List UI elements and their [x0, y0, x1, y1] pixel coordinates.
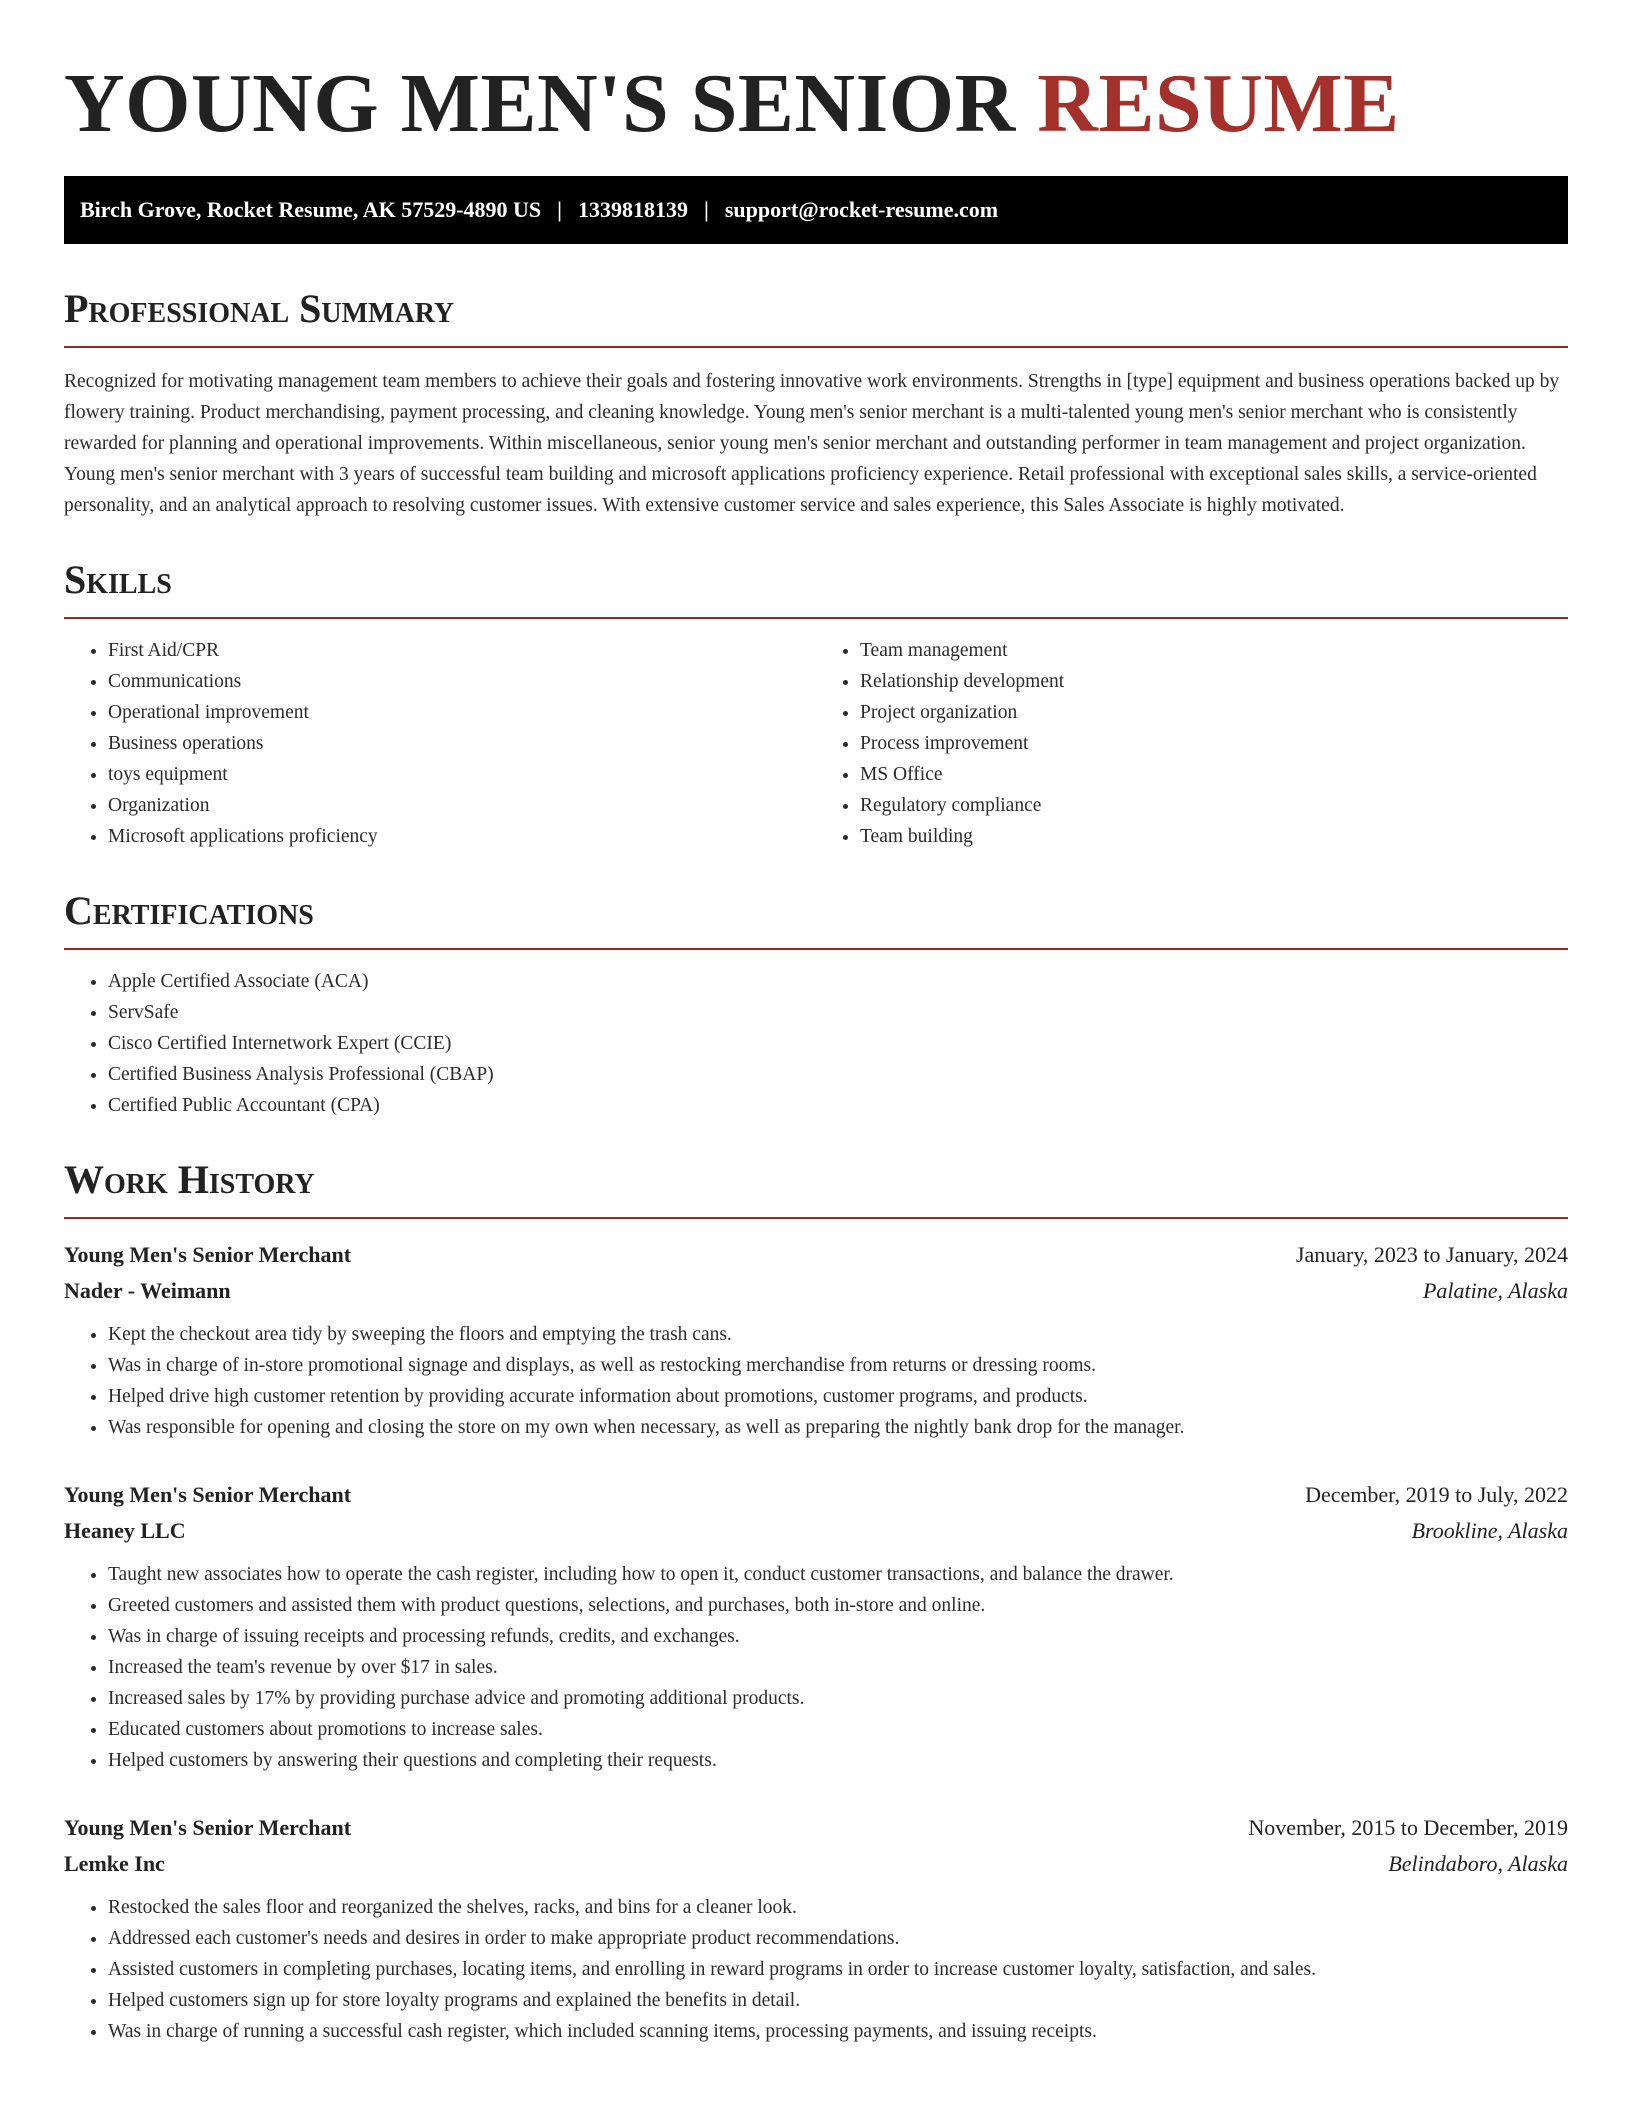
job-duty: • Helped drive high customer retention by providing accurate information about promotions, customer programs, and products.	[108, 1381, 1568, 1412]
job-dates: December, 2019 to July, 2022	[1305, 1482, 1568, 1507]
work-history-section	[64, 1155, 1568, 2047]
job-duty: • Helped customers by answering their questions and completing their requests.	[108, 1745, 1568, 1776]
skill-item: • Regulatory compliance	[860, 790, 1568, 821]
certification-item: • Apple Certified Associate (ACA)	[108, 966, 1568, 997]
job-duty: • Helped customers sign up for store loyalty programs and explained the benefits in detail.	[108, 1985, 1568, 2016]
work-history-heading: Work History	[64, 1155, 1568, 1219]
summary-text: Recognized for motivating management team members to achieve their goals and fostering innovative work environments. Strengths in [type] equipment and business operations backed up by flowery training. Product merchandising, payment processing, and cleaning knowledge. Young men's senior merchant is a multi-talented young men's senior merchant who is consistently rewarded for planning and operational improvements. Within miscellaneous, senior young men's senior merchant and outstanding performer in team management and project organization. Young men's senior merchant with 3 years of successful team building and microsoft applications proficiency experience. Retail professional with exceptional sales skills, a service-oriented personality, and an analytical approach to resolving customer issues. With extensive customer service and sales experience, this Sales Associate is highly motivated.	[64, 371, 1560, 516]
job-dates: November, 2015 to December, 2019	[1248, 1815, 1568, 1840]
skills-columns	[64, 619, 1568, 852]
job-duty: • Was in charge of in-store promotional signage and displays, as well as restocking merchandise from returns or dressing rooms.	[108, 1350, 1568, 1381]
contact-separator: |	[704, 197, 709, 222]
certifications-heading: Certifications	[64, 886, 1568, 950]
job-header-row	[64, 1477, 1568, 1513]
job-duty: • Taught new associates how to operate the cash register, including how to open it, conduct customer transactions, and balance the drawer.	[108, 1559, 1568, 1590]
skill-item: • Operational improvement	[108, 697, 816, 728]
job-duty: • Assisted customers in completing purchases, locating items, and enrolling in reward programs in order to increase customer loyalty, satisfaction, and sales.	[108, 1954, 1568, 1985]
title-accent: RESUME	[1037, 57, 1400, 150]
skill-item: • toys equipment	[108, 759, 816, 790]
job-duty: • Increased the team's revenue by over $17 in sales.	[108, 1652, 1568, 1683]
job-duties-list	[64, 1559, 1568, 1776]
job-company-row	[64, 1273, 1568, 1309]
summary-heading: Professional Summary	[64, 284, 1568, 348]
contact-bar	[64, 176, 1568, 244]
job-duty: • Addressed each customer's needs and desires in order to make appropriate product recommendations.	[108, 1923, 1568, 1954]
job-title: Young Men's Senior Merchant	[64, 1482, 352, 1507]
job-entry	[64, 1477, 1568, 1776]
job-entry	[64, 1810, 1568, 2047]
skill-item: • Process improvement	[860, 728, 1568, 759]
certification-item: • Certified Business Analysis Professional (CBAP)	[108, 1059, 1568, 1090]
skills-section	[64, 555, 1568, 852]
certifications-section	[64, 886, 1568, 1121]
contact-address: Birch Grove, Rocket Resume, AK 57529-4890 US	[80, 197, 542, 222]
skill-item: • Team management	[860, 635, 1568, 666]
resume-title	[64, 56, 1568, 152]
job-entry	[64, 1237, 1568, 1443]
job-company-row	[64, 1846, 1568, 1882]
job-company: Heaney LLC	[64, 1518, 186, 1543]
contact-phone: 1339818139	[578, 197, 689, 222]
job-duty: • Increased sales by 17% by providing purchase advice and promoting additional products.	[108, 1683, 1568, 1714]
job-location: Brookline, Alaska	[1411, 1518, 1568, 1543]
job-location: Palatine, Alaska	[1422, 1278, 1568, 1303]
skill-item: • Communications	[108, 666, 816, 697]
job-company: Nader - Weimann	[64, 1278, 231, 1303]
job-duty: • Kept the checkout area tidy by sweeping the floors and emptying the trash cans.	[108, 1319, 1568, 1350]
skill-item: • MS Office	[860, 759, 1568, 790]
skill-item: • Project organization	[860, 697, 1568, 728]
contact-separator: |	[557, 197, 563, 222]
certification-item: • Cisco Certified Internetwork Expert (CCIE)	[108, 1028, 1568, 1059]
skills-list-right	[816, 635, 1568, 852]
certifications-list	[64, 966, 1568, 1121]
title-main: YOUNG MEN'S SENIOR	[64, 57, 1016, 150]
job-duty: • Was in charge of issuing receipts and processing refunds, credits, and exchanges.	[108, 1621, 1568, 1652]
job-company-row	[64, 1513, 1568, 1549]
job-location: Belindaboro, Alaska	[1388, 1851, 1568, 1876]
job-title: Young Men's Senior Merchant	[64, 1242, 352, 1267]
skill-item: • Organization	[108, 790, 816, 821]
skill-item: • First Aid/CPR	[108, 635, 816, 666]
job-duties-list	[64, 1319, 1568, 1443]
job-title: Young Men's Senior Merchant	[64, 1815, 352, 1840]
job-duty: • Greeted customers and assisted them with product questions, selections, and purchases, both in-store and online.	[108, 1590, 1568, 1621]
skill-item: • Microsoft applications proficiency	[108, 821, 816, 852]
skill-item: • Relationship development	[860, 666, 1568, 697]
job-header-row	[64, 1810, 1568, 1846]
job-company: Lemke Inc	[64, 1851, 165, 1876]
skill-item: • Team building	[860, 821, 1568, 852]
contact-email: support@rocket-resume.com	[724, 197, 999, 222]
skills-list-left	[64, 635, 816, 852]
job-duty: • Was in charge of running a successful cash register, which included scanning items, processing payments, and issuing receipts.	[108, 2016, 1568, 2047]
summary-section	[64, 284, 1568, 521]
job-duty: • Educated customers about promotions to increase sales.	[108, 1714, 1568, 1745]
job-duty: • Restocked the sales floor and reorganized the shelves, racks, and bins for a cleaner look.	[108, 1892, 1568, 1923]
job-header-row	[64, 1237, 1568, 1273]
job-dates: January, 2023 to January, 2024	[1295, 1242, 1568, 1267]
job-duty: • Was responsible for opening and closing the store on my own when necessary, as well as preparing the nightly bank drop for the manager.	[108, 1412, 1568, 1443]
skill-item: • Business operations	[108, 728, 816, 759]
certification-item: • ServSafe	[108, 997, 1568, 1028]
job-duties-list	[64, 1892, 1568, 2047]
certification-item: • Certified Public Accountant (CPA)	[108, 1090, 1568, 1121]
skills-heading: Skills	[64, 555, 1568, 619]
